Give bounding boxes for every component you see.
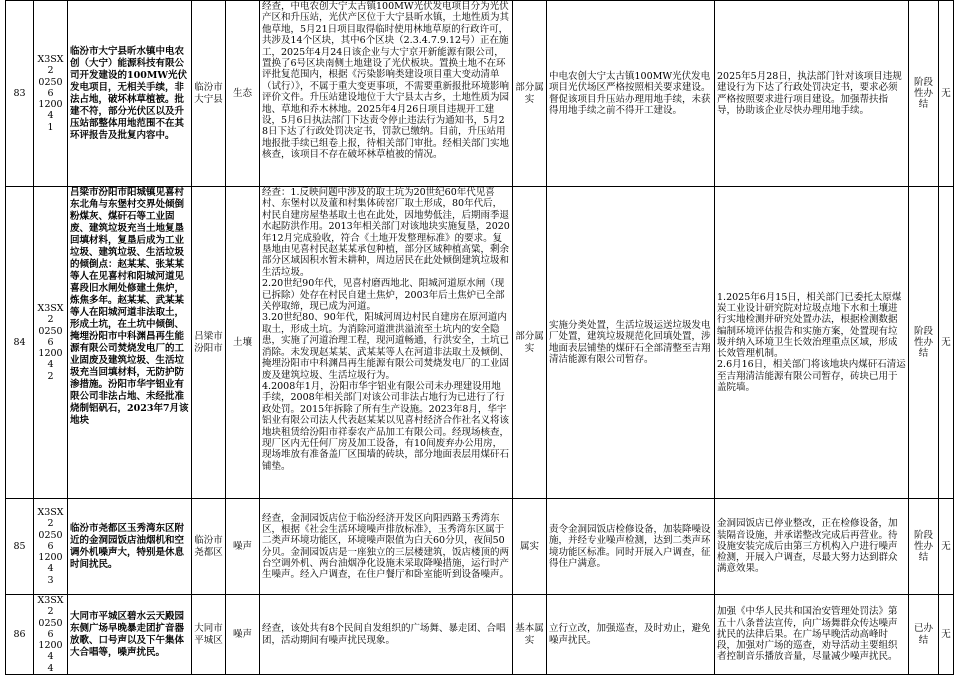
row-number: 83 <box>6 1 34 187</box>
case-code <box>34 595 68 675</box>
investigation-details: 经查，金洞园饭店位于临汾经济开发区向阳西路玉秀湾东区，根据《社会生活环境噪声排放标准》，玉秀湾东区属于二类声环境功能区，环境噪声限值为白天60分贝，夜间50分贝。金洞园饭店是一座独立的三层楼建筑，饭店楼顶的两台空调外机、两台油烟净化设施未采取降噪措施，运行时产生噪声。经入户调查，在住户餐厅和卧室能听到设备噪声。 <box>260 499 513 595</box>
case-status: 阶段性办结 <box>909 499 939 595</box>
details-text: 经查，中电农创大宁太古镇100MW光伏发电项目分为光伏产区和升压站，光伏产区位于大宁县昕水镇，土地性质为其他草地，5月21日项目取得临时使用林地草原的行政许可，共涉及14个区块，其中6个区块（2.3.4.7.9.12号）正在施工，2025年4月24日该企业与大宁京开新能源有限公司，置换了6号区块南侧土地建设了光伏板块。置换土地不在环评批复范围内，根据《污染影响类建设项目重大变动清单（试行）》，不属于重大变更事项，不需要重新报批环境影响评价文件。升压站建设地位于大宁县太古乡，土地性质为园地、草地和乔木林地。2025年4月26日项目违规开工建设，5月6日执法部门下达责令停止违法行为通知书，5月28日下达了行政处罚决定书，罚款已缴纳。目前，升压站用地报批手续已组卷上报，待相关部门审批。经相关部门实地核查，该项目不存在破坏林草植被的情况。 <box>262 1 510 161</box>
pollution-type: 噪声 <box>226 595 260 675</box>
accountability: 无 <box>939 499 954 595</box>
handling-measures: 实施分类处置，生活垃圾运送垃圾发电厂处置，建筑垃圾规范化回填处置，涉地面表层铺垫的煤矸石全部清整至吉翔清洁能源有限公司暂存。 <box>547 187 715 499</box>
admin-area: 临汾市尧都区 <box>192 499 226 595</box>
handling-measures: 中电农创大宁太古镇100MW光伏发电项目光伏场区严格按照相关要求建设。督促该项目升压站办理用地手续，未获得用地手续之前不得开工建设。 <box>547 1 715 187</box>
verdict: 属实 <box>513 499 547 595</box>
row-number: 85 <box>6 499 34 595</box>
row-number: 86 <box>6 595 34 675</box>
accountability: 无 <box>939 595 954 675</box>
rectification-progress: 金洞园饭店已停业整改，正在检修设备，加装隔音设施，并承诺整改完成后再营业。待设施安装完成后由第三方机构入户进行噪声检测，开展入户调查，尽最大努力达到群众满意效果。 <box>715 499 909 595</box>
case-status: 已办结 <box>909 595 939 675</box>
rectification-progress: 2025年5月28日，执法部门针对该项目违规建设行为下达了行政处罚决定书，要求必须严格按照要求进行项目建设。加强帮扶指导，协助该企业尽快办理用地手续。 <box>715 1 909 187</box>
case-status: 阶段性办结 <box>909 187 939 499</box>
table-row <box>6 499 954 595</box>
admin-area: 吕梁市汾阳市 <box>192 187 226 499</box>
table-row <box>6 187 954 499</box>
table-row <box>6 1 954 187</box>
complaint-table <box>5 0 954 675</box>
pollution-type: 噪声 <box>226 499 260 595</box>
accountability: 无 <box>939 187 954 499</box>
rectification-progress: 加强《中华人民共和国治安管理处罚法》第五十八条普法宣传，向广场舞群众传达噪声扰民的法律后果。在广场早晚活动高峰时段，加强对广场的巡查，劝导活动主要组织者控制音乐播放音量，尽量减少噪声扰民。 <box>715 595 909 675</box>
case-code <box>34 187 68 499</box>
complaint-title-text: 吕梁市汾阳市阳城镇见喜村东北角与东堡村交界处倾倒粉煤灰、煤矸石等工业固废、建筑垃圾充当土地复垦回填材料，复垦后成为工业垃圾、建筑垃圾、生活垃圾的倾倒点：赵某某、张某某等人在见喜村和阳城河道见喜段旧水闸处修建土焦炉，炼焦多年。赵某某、武某某等人在阳城河道非法取土，形成土坑，在土坑中倾倒、掩埋汾阳市中科渊昌再生能源有限公司焚烧发电厂的工业固废及建筑垃圾、生活垃圾充当回填材料，无防护防渗措施。汾阳市华宇铝业有限公司非法占地、未经批准烧制铝矾石，2023年7月该地块 <box>70 187 189 426</box>
handling-measures: 责令金洞园饭店检修设备，加装降噪设施，并经专业噪声检测，达到二类声环境功能区标准。同时开展入户调查，征得住户满意。 <box>547 499 715 595</box>
investigation-details <box>260 187 513 499</box>
handling-measures: 立行立改，加强巡查，及时劝止，避免噪声扰民。 <box>547 595 715 675</box>
complaint-title: 临汾市大宁县昕水镇中电农创（大宁）能源科技有限公司开发建设的100MW光伏发电项目，无相关手续，非法占地，破坏林草植被。批建不符，部分光伏区以及升压站部整体用地范围不在其环评报告及批复内容中。 <box>68 1 192 187</box>
case-code-text: X3SX2 02506 12004 2 <box>37 302 64 382</box>
pollution-type: 土壤 <box>226 187 260 499</box>
complaint-title: 大同市平城区碧水云天殿园东侧广场早晚暴走团扩音器放歌、口号声以及下午集体大合唱等，噪声扰民。 <box>68 595 192 675</box>
investigation-details <box>260 1 513 187</box>
admin-area: 大同市平城区 <box>192 595 226 675</box>
case-code <box>34 1 68 187</box>
admin-area: 临汾市大宁县 <box>192 1 226 187</box>
verdict: 基本属实 <box>513 595 547 675</box>
complaint-title: 临汾市尧都区玉秀湾东区附近的金洞园饭店油烟机和空调外机噪声大，特别是休息时间扰民。 <box>68 499 192 595</box>
case-status: 阶段性办结 <box>909 1 939 187</box>
details-text: 经查：1.反映问题中涉及的取土坑为20世纪60年代见喜村、东堡村以及董和村集体砖窑厂取土形成，80年代后，村民自建房屋垫基取土也在此处，因地势低洼，后期雨季退水起防洪作用。2013年相关部门对该地块实施复垦，2020年12月完成验收，符合《土地开发整理标准》的要求。复垦地由见喜村民赵某某承包种植，部分区域种植高粱，剩余部分区域因积水暂未耕种，周边居民在此处倾倒建筑垃圾和生活垃圾。 2.20世纪90年代，见喜村磨西地北、阳城河道原水闸（现已拆除）处存在村民自建土焦炉，2003年后土焦炉已全部关停取缔，现已成为河道。 3.20世纪80、90年代，阳城河周边村民自建房在原河道内取土，形成土坑。为消除河道泄洪溢流至土坑内的安全隐患，实施了河道治理工程，现河道畅通，行洪安全，土坑已消除。未发现赵某某、武某某等人在河道非法取土及倾倒、掩埋汾阳市中科渊昌再生能源有限公司焚烧发电厂的工业固废及建筑垃圾、生活垃圾行为。 4.2008年1月，汾阳市华宇铝业有限公司未办理建设用地手续，2008年相关部门对该公司非法占地行为已进行了行政处罚。2015年拆除了所有生产设施。2023年8月，华宇铝业有限公司法人代表赵某某以见喜村经济合作社名义将该地块租赁给汾阳市祥泰农产品加工有限公司。经现场核查，现厂区内无任何厂房及加工设备，有10间废弃办公用房，现场堆放有准备盖厂区围墙的砖块，部分地面表层用煤矸石铺垫。 <box>262 187 510 472</box>
rectification-progress: 1.2025年6月15日，相关部门已委托太原煤炭工业设计研究院对垃圾点地下水和土壤进行实地检测并研究处置办法，根据检测数据编制环境评估报告和实施方案，处置现有垃圾并纳入环境卫生长效治理重点区域，形成长效管理机制。 2.6月16日，相关部门将该地块内煤矸石清运至吉翔清洁能源有限公司暂存，砖块已用于盖院墙。 <box>715 187 909 499</box>
case-code-text: X3SX2 02506 12004 4 <box>37 595 64 674</box>
investigation-details: 经查，该处共有8个民间自发组织的广场舞、暴走团、合唱团，活动期间有噪声扰民现象。 <box>260 595 513 675</box>
case-code <box>34 499 68 595</box>
pollution-type: 生态 <box>226 1 260 187</box>
case-code-text: X3SX2 02506 12004 1 <box>37 53 64 133</box>
accountability: 无 <box>939 1 954 187</box>
complaint-title <box>68 187 192 499</box>
table-row <box>6 595 954 675</box>
verdict: 部分属实 <box>513 1 547 187</box>
case-code-text: X3SX2 02506 12004 3 <box>37 506 64 586</box>
verdict: 部分属实 <box>513 187 547 499</box>
row-number: 84 <box>6 187 34 499</box>
